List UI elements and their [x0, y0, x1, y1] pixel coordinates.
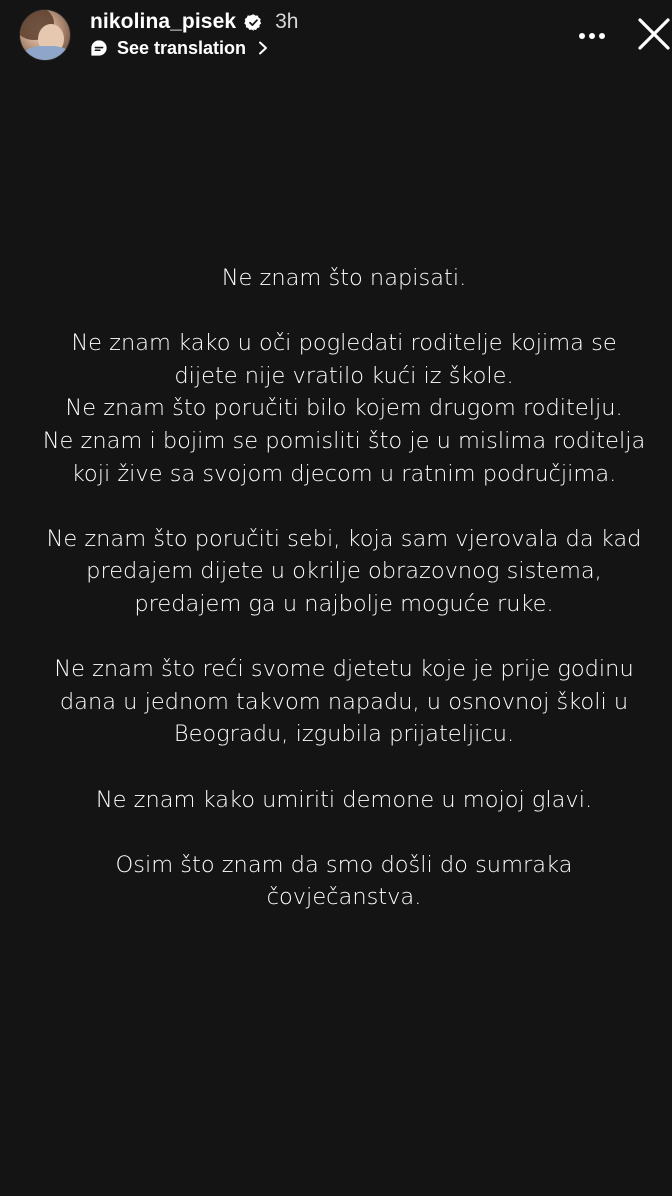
translate-bubble-icon — [90, 39, 108, 57]
close-story-button[interactable] — [634, 14, 672, 54]
story-paragraph-3: Ne znam što poručiti bilo kojem drugom roditelju. — [65, 395, 623, 422]
story-text — [40, 262, 648, 946]
see-translation-button[interactable] — [90, 37, 269, 59]
story-paragraph-8: Osim što znam da smo došli do sumraka čovječanstva. — [115, 851, 573, 911]
see-translation-label: See translation — [117, 37, 247, 58]
story-header — [0, 0, 672, 72]
story-paragraph-5: Ne znam što poručiti sebi, koja sam vjerovala da kad predajem dijete u okrilje obrazovnog sistema, predajem ga u najbolje moguće ruke. — [46, 525, 642, 617]
story-paragraph-6: Ne znam što reći svome djetetu koje je prije godinu dana u jednom takvom napadu, u osnovnoj školi u Beogradu, izgubila prijateljicu. — [54, 656, 634, 748]
username-link[interactable]: nikolina_pisek — [90, 10, 237, 33]
username-row — [90, 9, 298, 35]
story-paragraph-2: Ne znam kako u oči pogledati roditelje kojima se dijete nije vratilo kući iz škole. — [71, 330, 617, 389]
close-icon — [637, 17, 671, 51]
more-options-button[interactable] — [574, 22, 610, 50]
verified-badge-icon — [244, 13, 263, 32]
avatar-shirt — [24, 46, 70, 60]
story-paragraph-4: Ne znam i bojim se pomisliti što je u mislima roditelja koji žive sa svojom djecom u ratnim područjima. — [42, 427, 646, 487]
story-paragraph-1: Ne znam što napisati. — [221, 265, 467, 291]
chevron-right-icon — [257, 41, 269, 55]
story-paragraph-7: Ne znam kako umiriti demone u mojoj glavi. — [95, 786, 593, 813]
post-time: 3h — [275, 10, 299, 33]
avatar[interactable] — [20, 10, 70, 60]
more-dots-icon — [578, 32, 606, 40]
